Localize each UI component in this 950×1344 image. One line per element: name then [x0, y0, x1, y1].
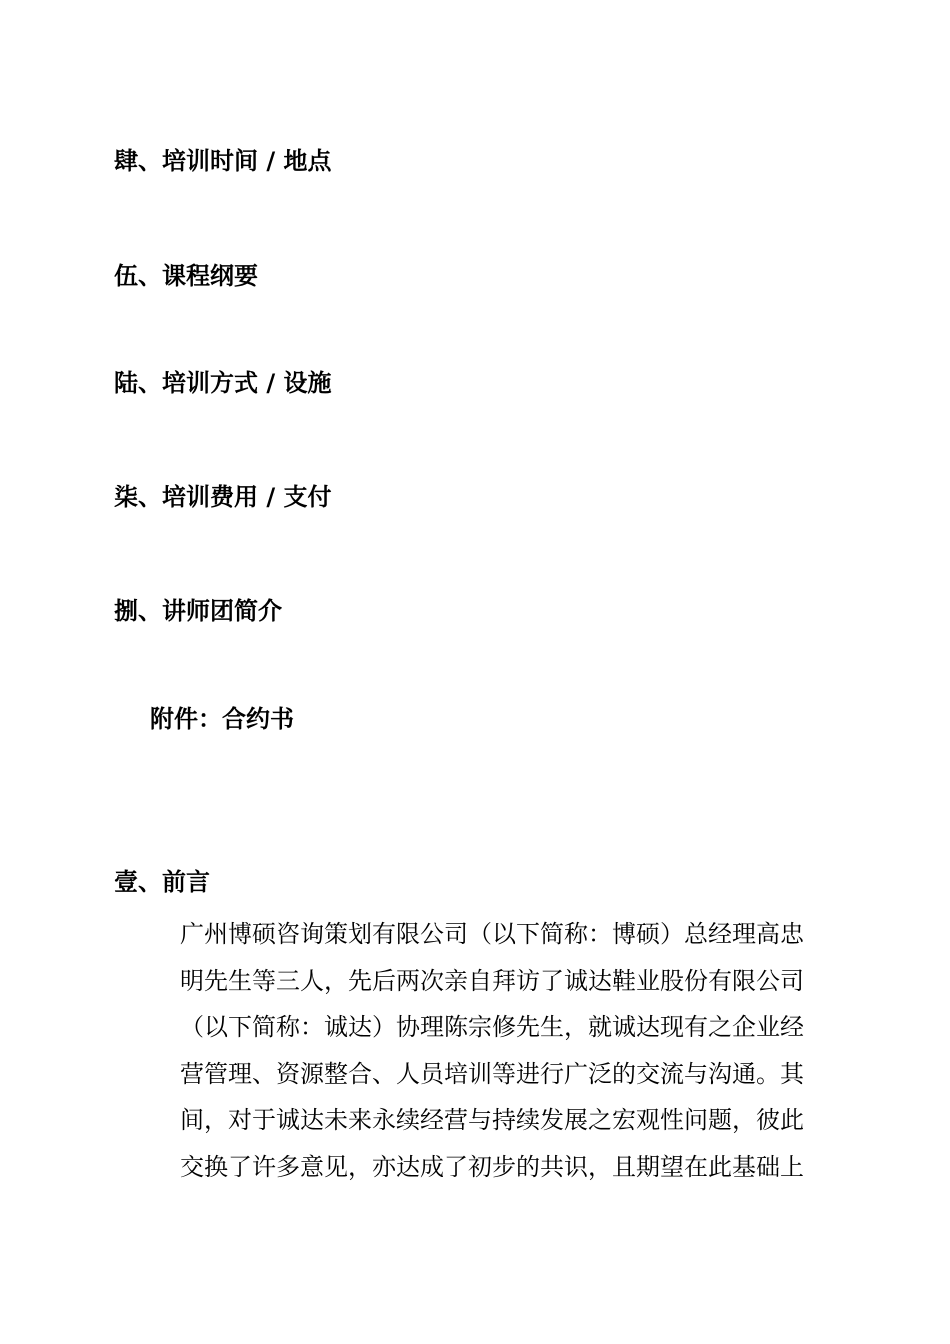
- toc-item-training-time-location: 肆、培训时间 / 地点: [114, 147, 332, 175]
- toc-item-lecturer-introduction: 捌、讲师团简介: [114, 597, 282, 625]
- toc-item-training-method-facilities: 陆、培训方式 / 设施: [114, 369, 332, 397]
- paragraph-line: 间，对于诚达未来永续经营与持续发展之宏观性问题，彼此: [180, 1106, 804, 1134]
- toc-item-course-outline: 伍、课程纲要: [114, 262, 258, 290]
- preface-paragraph: [180, 911, 860, 1190]
- toc-appendix-contract: 附件：合约书: [150, 705, 294, 733]
- section-title-preface: 壹、前言: [114, 868, 210, 896]
- paragraph-line: （以下简称：诚达）协理陈宗修先生，就诚达现有之企业经: [180, 1013, 804, 1041]
- paragraph-line: 交换了许多意见，亦达成了初步的共识，且期望在此基础上: [180, 1152, 804, 1181]
- toc-item-training-fee-payment: 柒、培训费用 / 支付: [114, 483, 332, 511]
- paragraph-line: 营管理、资源整合、人员培训等进行广泛的交流与沟通。其: [180, 1059, 804, 1088]
- paragraph-line: 广州博硕咨询策划有限公司（以下简称：博硕）总经理高忠: [180, 920, 804, 948]
- paragraph-line: 明先生等三人，先后两次亲自拜访了诚达鞋业股份有限公司: [180, 966, 804, 995]
